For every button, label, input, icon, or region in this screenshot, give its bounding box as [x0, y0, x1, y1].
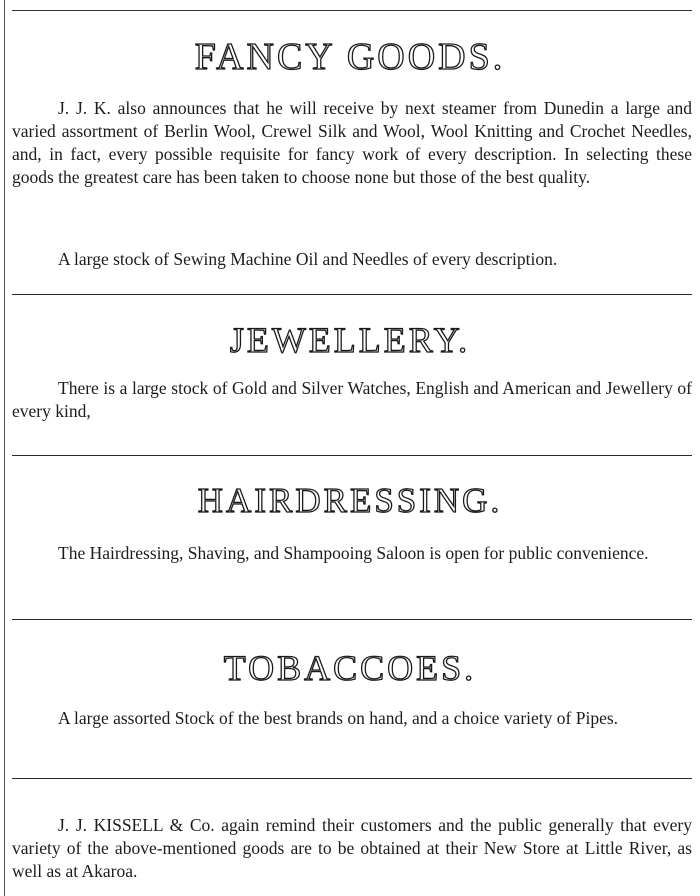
paragraph-fancy-goods-1: J. J. K. also announces that he will receive by next steamer from Dunedin a large and varied assortment of Berlin Wool, Crewel Silk and Wool, Wool Knitting and Crochet Needles, and, in fact, every possible requisite for fancy work of every description. In selecting these goods the greatest care has been taken to choose none but those of the best quality. — [12, 98, 692, 187]
paragraph-fancy-goods-2: A large stock of Sewing Machine Oil and Needles of every description. — [58, 249, 558, 269]
section-divider — [12, 778, 692, 779]
column-border — [4, 0, 5, 896]
heading-jewellery: JEWELLERY. — [229, 320, 471, 360]
section-divider — [12, 619, 692, 620]
section-divider — [12, 294, 692, 295]
heading-hairdressing: HAIRDRESSING. — [197, 481, 503, 520]
section-divider — [12, 455, 692, 456]
heading-tobaccoes: TOBACCOES. — [223, 648, 477, 688]
paragraph-jewellery: There is a large stock of Gold and Silver Watches, English and American and Jewellery of every kind, — [12, 378, 692, 421]
heading-fancy-goods: FANCY GOODS. — [194, 36, 506, 78]
top-rule — [12, 10, 692, 11]
paragraph-closing: J. J. KISSELL & Co. again remind their customers and the public generally that every variety of the above-mentioned goods are to be obtained at their New Store at Little River, as well as at Akaroa. — [12, 815, 692, 881]
paragraph-tobaccoes: A large assorted Stock of the best brands on hand, and a choice variety of Pipes. — [58, 708, 619, 728]
paragraph-hairdressing: The Hairdressing, Shaving, and Shampooing Saloon is open for public convenience. — [58, 543, 649, 563]
